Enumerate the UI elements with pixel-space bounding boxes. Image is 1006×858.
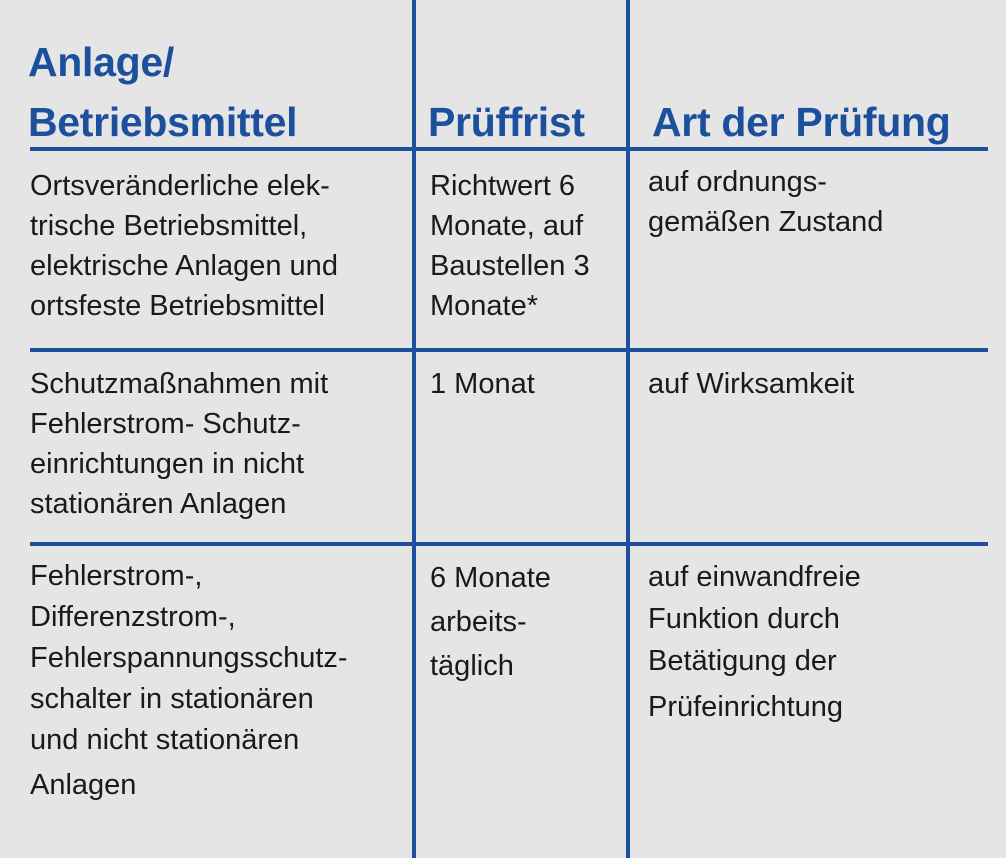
cell-line: auf Wirksamkeit bbox=[648, 368, 855, 400]
cell-line: 1 Monat bbox=[430, 368, 535, 400]
cell-line: Differenzstrom-, bbox=[30, 601, 236, 633]
header-art-der-pruefung: Art der Prüfung bbox=[652, 99, 951, 145]
cell-line: Monate, auf bbox=[430, 210, 584, 242]
cell-line: einrichtungen in nicht bbox=[30, 448, 305, 480]
cell-line: Betätigung der bbox=[648, 645, 837, 677]
cell-line: schalter in stationären bbox=[30, 683, 314, 715]
cell-line: ortsfeste Betriebsmittel bbox=[30, 290, 325, 322]
row-divider-2 bbox=[30, 542, 988, 546]
column-divider-2 bbox=[626, 0, 630, 858]
cell-line: Anlagen bbox=[30, 769, 137, 801]
row-3-prueffrist bbox=[430, 556, 551, 688]
header-anlage bbox=[28, 32, 297, 152]
cell-line: Fehlerstrom-, bbox=[30, 560, 203, 592]
cell-line: täglich bbox=[430, 650, 514, 682]
cell-line: Funktion durch bbox=[648, 603, 840, 635]
cell-line: auf ordnungs- bbox=[648, 166, 827, 198]
row-1-anlage bbox=[30, 166, 338, 326]
cell-line: Fehlerstrom- Schutz- bbox=[30, 408, 301, 440]
cell-line: Fehlerspannungsschutz- bbox=[30, 642, 348, 674]
cell-line: stationären Anlagen bbox=[30, 488, 287, 520]
row-1-art bbox=[648, 162, 883, 242]
row-divider-1 bbox=[30, 348, 988, 352]
row-3-anlage bbox=[30, 556, 348, 806]
column-divider-1 bbox=[412, 0, 416, 858]
cell-line: auf einwandfreie bbox=[648, 561, 861, 593]
cell-line: Prüfeinrichtung bbox=[648, 691, 844, 723]
cell-line: Ortsveränderliche elek- bbox=[30, 170, 330, 202]
row-2-art bbox=[648, 364, 854, 404]
cell-line: und nicht stationären bbox=[30, 724, 300, 756]
cell-line: trische Betriebsmittel, bbox=[30, 210, 308, 242]
row-3-art bbox=[648, 556, 861, 728]
row-2-prueffrist bbox=[430, 364, 535, 404]
header-prueffrist: Prüffrist bbox=[428, 99, 585, 145]
header-anlage-line-1: Anlage/ bbox=[28, 39, 174, 85]
cell-line: elektrische Anlagen und bbox=[30, 250, 338, 282]
cell-line: 6 Monate bbox=[430, 562, 551, 594]
row-1-prueffrist bbox=[430, 166, 590, 326]
header-anlage-line-2: Betriebsmittel bbox=[28, 99, 298, 145]
cell-line: Monate* bbox=[430, 290, 539, 322]
cell-line: arbeits- bbox=[430, 606, 527, 638]
cell-line: gemäßen Zustand bbox=[648, 206, 884, 238]
cell-line: Baustellen 3 bbox=[430, 250, 590, 282]
row-2-anlage bbox=[30, 364, 328, 524]
cell-line: Schutzmaßnahmen mit bbox=[30, 368, 329, 400]
cell-line: Richtwert 6 bbox=[430, 170, 576, 202]
